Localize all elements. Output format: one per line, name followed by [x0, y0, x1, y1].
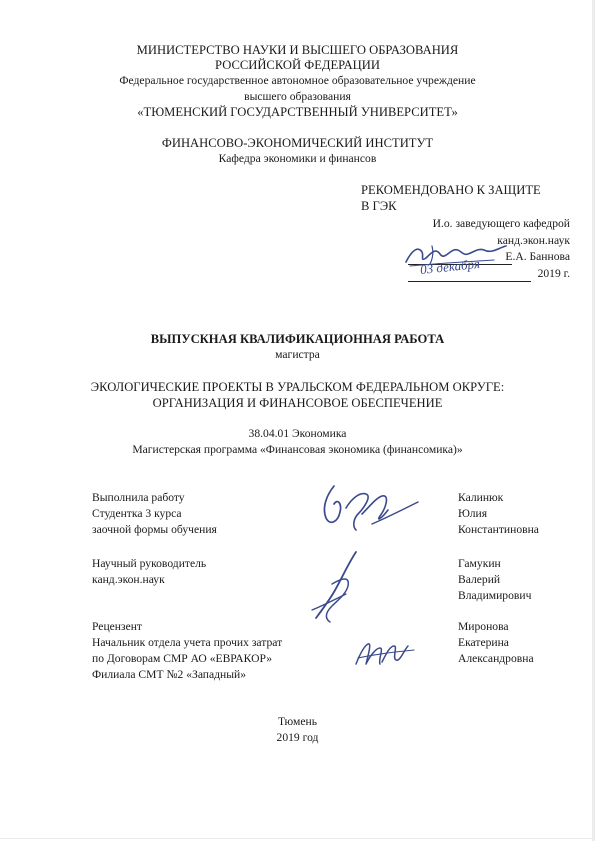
reviewer-role-1: Рецензент: [92, 620, 142, 633]
specialty-code: 38.04.01 Экономика: [248, 427, 347, 440]
footer-city: Тюмень: [278, 715, 317, 728]
thesis-title-line-1: ЭКОЛОГИЧЕСКИЕ ПРОЕКТЫ В УРАЛЬСКОМ ФЕДЕРАЛЬНОМ ОКРУГЕ:: [90, 380, 505, 394]
supervisor-patronymic: Владимирович: [458, 589, 532, 602]
reviewer-patronymic: Александровна: [458, 652, 534, 665]
reviewer-given-name: Екатерина: [458, 636, 509, 649]
approval-year: 2019 г.: [537, 267, 570, 280]
supervisor-role-1: Научный руководитель: [92, 557, 207, 570]
reviewer-role-4: Филиала СМТ №2 «Западный»: [92, 668, 247, 681]
thesis-title-line-2: ОРГАНИЗАЦИЯ И ФИНАНСОВОЕ ОБЕСПЕЧЕНИЕ: [152, 396, 443, 410]
institution-line-1: Федеральное государственное автономное образовательное учреждение: [119, 74, 476, 87]
approval-name: Е.А. Баннова: [505, 250, 570, 263]
work-level: магистра: [275, 348, 320, 361]
supervisor-surname: Гамукин: [458, 557, 501, 570]
department-name: Кафедра экономики и финансов: [218, 152, 377, 165]
reviewer-signature: [350, 636, 420, 672]
ministry-line-1: МИНИСТЕРСТВО НАУКИ И ВЫСШЕГО ОБРАЗОВАНИЯ: [136, 43, 459, 57]
author-given-name: Юлия: [458, 507, 488, 520]
footer-year: 2019 год: [276, 731, 319, 744]
institution-line-2: высшего образования: [244, 90, 351, 103]
author-role-3: заочной формы обучения: [92, 523, 217, 536]
author-patronymic: Константиновна: [458, 523, 539, 536]
author-surname: Калинюк: [458, 491, 504, 504]
approval-line-2: В ГЭК: [361, 199, 397, 213]
scan-artifact: [0, 838, 595, 839]
date-underline: [408, 281, 531, 282]
author-role-2: Студентка 3 курса: [92, 507, 182, 520]
supervisor-given-name: Валерий: [458, 573, 501, 586]
approval-position: И.о. заведующего кафедрой: [432, 217, 570, 230]
work-type: ВЫПУСКНАЯ КВАЛИФИКАЦИОННАЯ РАБОТА: [150, 332, 445, 346]
reviewer-role-2: Начальник отдела учета прочих затрат: [92, 636, 283, 649]
ministry-line-2: РОССИЙСКОЙ ФЕДЕРАЦИИ: [215, 58, 380, 72]
university-name: «ТЮМЕНСКИЙ ГОСУДАРСТВЕННЫЙ УНИВЕРСИТЕТ»: [137, 105, 458, 119]
supervisor-role-2: канд.экон.наук: [92, 573, 165, 586]
reviewer-role-3: по Договорам СМР АО «ЕВРАКОР»: [92, 652, 272, 665]
author-signature: [312, 478, 422, 540]
institute-name: ФИНАНСОВО-ЭКОНОМИЧЕСКИЙ ИНСТИТУТ: [161, 136, 434, 150]
reviewer-surname: Миронова: [458, 620, 509, 633]
program-name: Магистерская программа «Финансовая экономика (финансомика)»: [132, 443, 463, 456]
approval-degree: канд.экон.наук: [497, 234, 570, 247]
supervisor-signature: [298, 548, 378, 628]
handwritten-date: 03 декабря: [419, 255, 481, 278]
approval-line-1: РЕКОМЕНДОВАНО К ЗАЩИТЕ: [361, 183, 541, 197]
author-role-1: Выполнила работу: [92, 491, 185, 504]
